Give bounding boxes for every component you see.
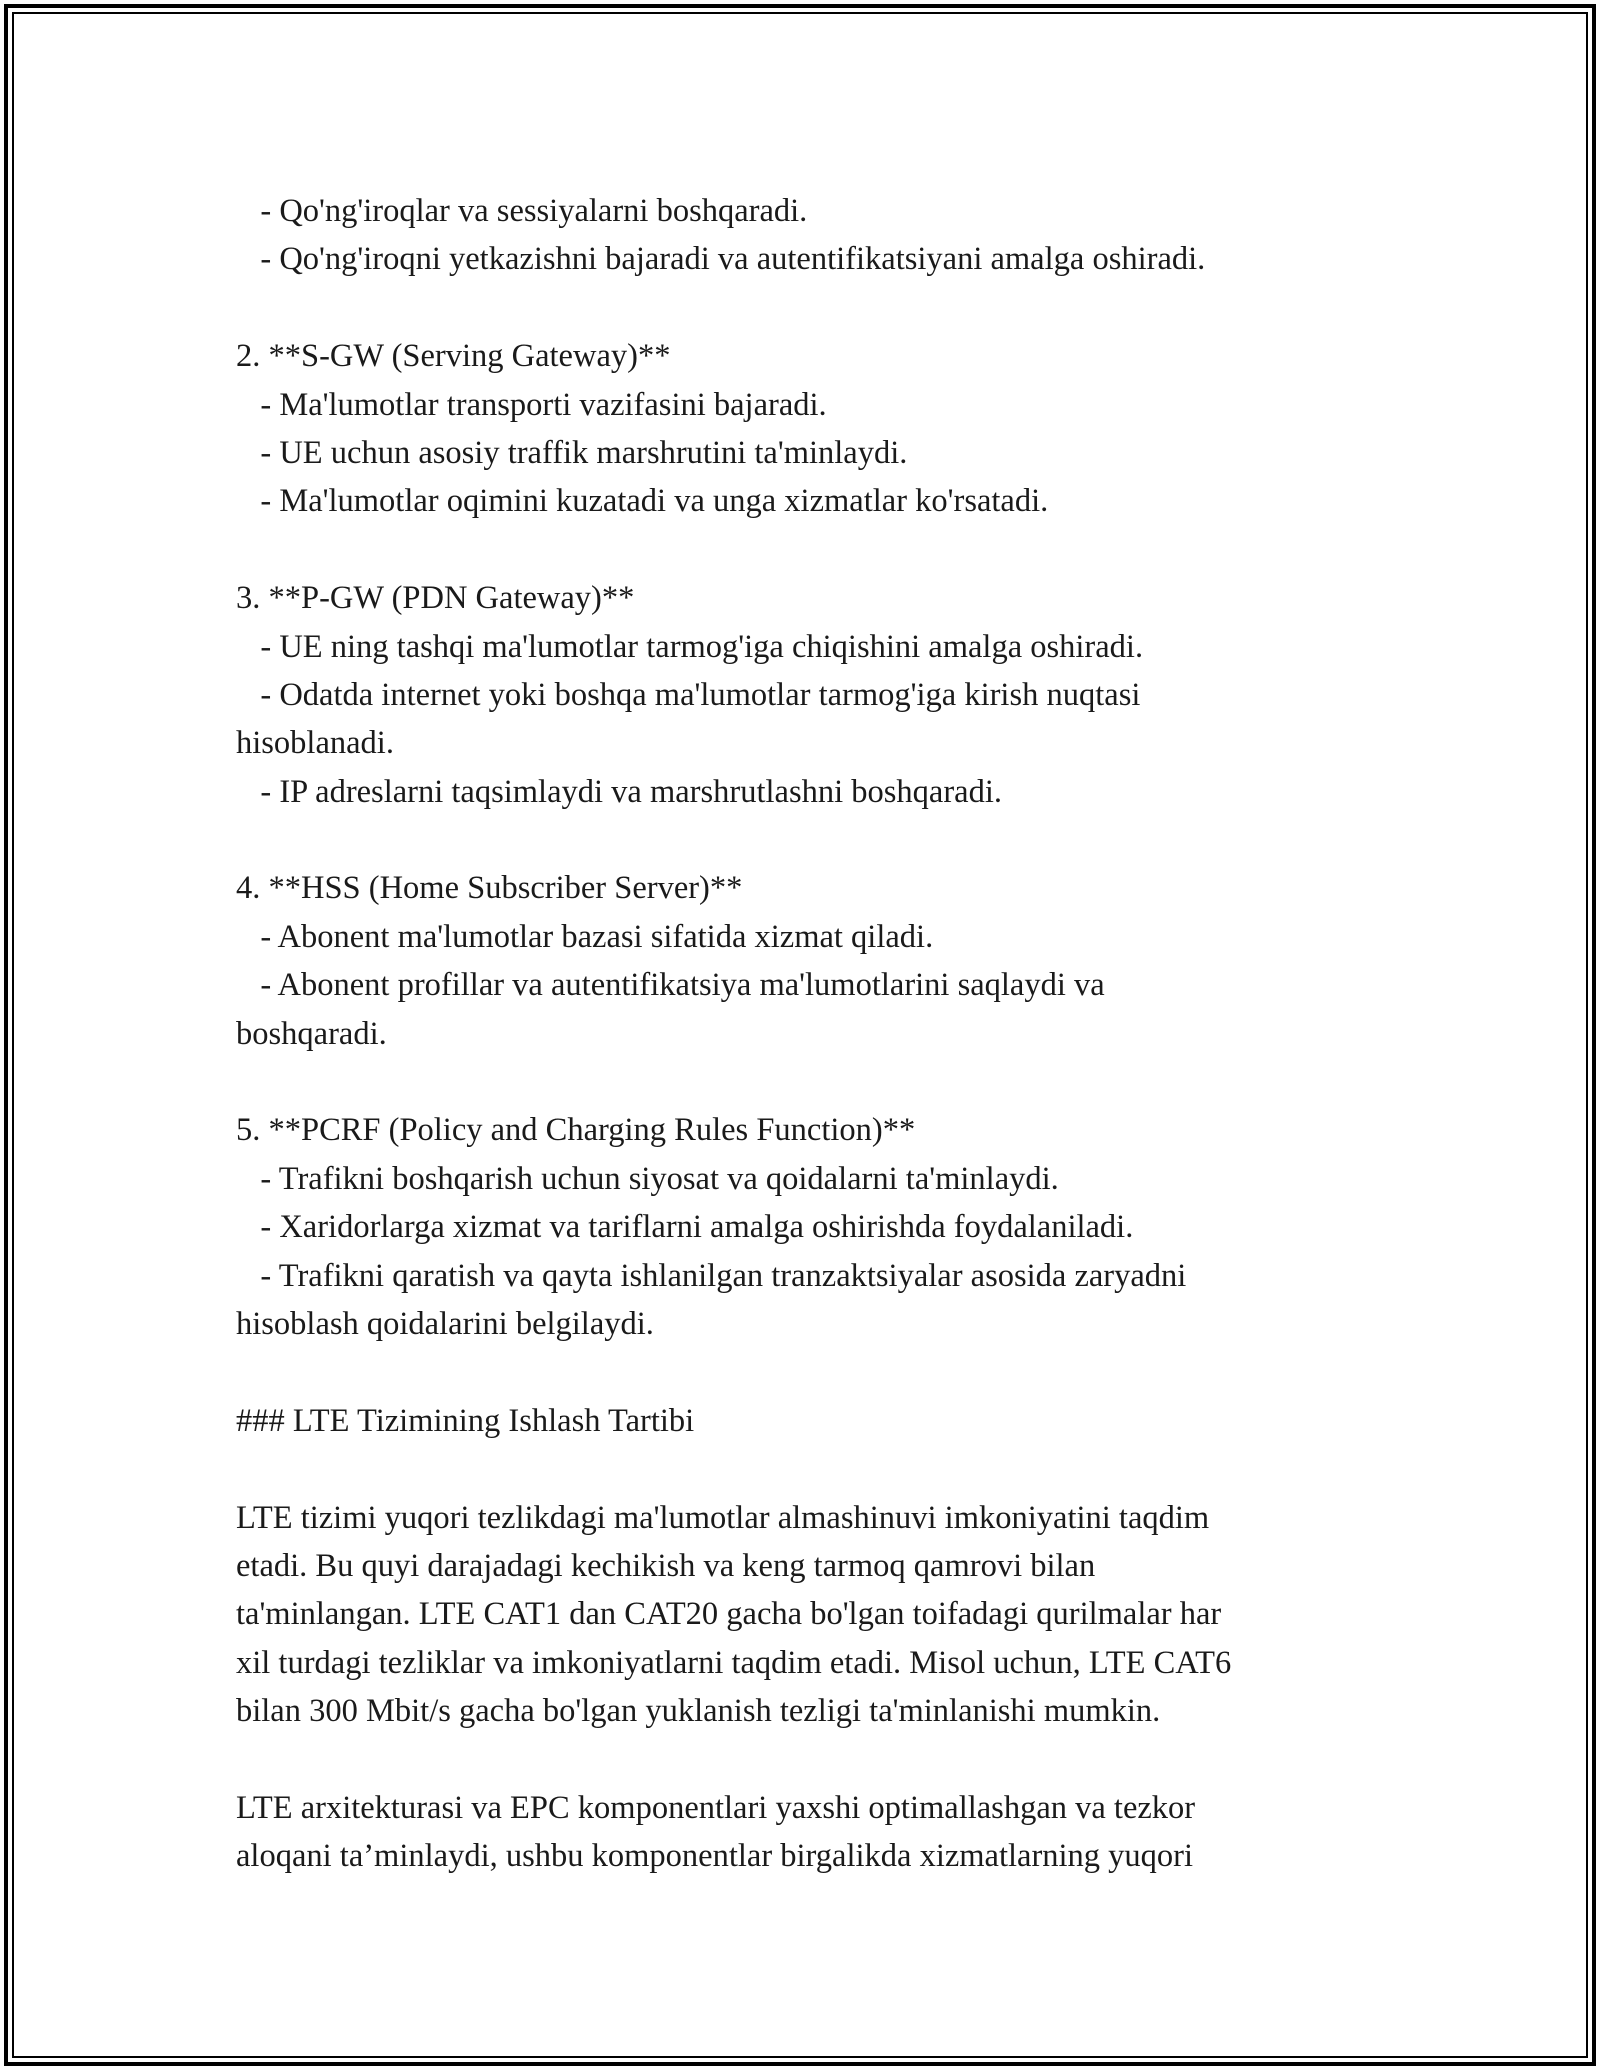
text-line: - Ma'lumotlar transporti vazifasini bajaradi. xyxy=(236,386,827,423)
text-line: 4. **HSS (Home Subscriber Server)** xyxy=(236,870,743,907)
blank-line xyxy=(236,526,1396,574)
blank-line xyxy=(236,1445,1396,1493)
blank-line xyxy=(236,816,1396,864)
text-line: ta'minlangan. LTE CAT1 dan CAT20 gacha bo'lgan toifadagi qurilmalar har xyxy=(236,1596,1222,1633)
text-line: - Abonent ma'lumotlar bazasi sifatida xizmat qiladi. xyxy=(236,918,934,955)
text-line: bilan 300 Mbit/s gacha bo'lgan yuklanish tezligi ta'minlanishi mumkin. xyxy=(236,1693,1161,1730)
blank-line xyxy=(236,1736,1396,1784)
text-line: - IP adreslarni taqsimlaydi va marshrutlashni boshqaradi. xyxy=(236,773,1002,810)
text-line: etadi. Bu quyi darajadagi kechikish va keng tarmoq qamrovi bilan xyxy=(236,1547,1096,1584)
text-line: boshqaradi. xyxy=(236,1015,387,1052)
document-body xyxy=(236,187,1396,1881)
text-line: xil turdagi tezliklar va imkoniyatlarni taqdim etadi. Misol uchun, LTE CAT6 xyxy=(236,1644,1232,1681)
blank-line xyxy=(236,284,1396,332)
text-line: - Ma'lumotlar oqimini kuzatadi va unga xizmatlar ko'rsatadi. xyxy=(236,483,1049,520)
text-line: - UE ning tashqi ma'lumotlar tarmog'iga chiqishini amalga oshiradi. xyxy=(236,628,1144,665)
text-line: aloqani ta’minlaydi, ushbu komponentlar birgalikda xizmatlarning yuqori xyxy=(236,1838,1194,1875)
text-line: - Qo'ng'iroqni yetkazishni bajaradi va autentifikatsiyani amalga oshiradi. xyxy=(236,241,1206,278)
text-line: - UE uchun asosiy traffik marshrutini ta'minlaydi. xyxy=(236,434,908,471)
text-line: hisoblash qoidalarini belgilaydi. xyxy=(236,1305,654,1342)
text-line: - Qo'ng'iroqlar va sessiyalarni boshqaradi. xyxy=(236,193,808,229)
blank-line xyxy=(236,1348,1396,1396)
text-line: - Odatda internet yoki boshqa ma'lumotlar tarmog'iga kirish nuqtasi xyxy=(236,676,1141,713)
text-line: - Trafikni boshqarish uchun siyosat va qoidalarni ta'minlaydi. xyxy=(236,1160,1059,1197)
blank-line xyxy=(236,1058,1396,1106)
text-line: - Abonent profillar va autentifikatsiya ma'lumotlarini saqlaydi va xyxy=(236,967,1105,1004)
text-line: 3. **P-GW (PDN Gateway)** xyxy=(236,580,635,617)
text-line: hisoblanadi. xyxy=(236,725,394,762)
text-line: LTE arxitekturasi va EPC komponentlari yaxshi optimallashgan va tezkor xyxy=(236,1789,1196,1826)
text-line: 2. **S-GW (Serving Gateway)** xyxy=(236,338,671,375)
text-line: - Trafikni qaratish va qayta ishlanilgan tranzaktsiyalar asosida zaryadni xyxy=(236,1257,1187,1294)
text-line: 5. **PCRF (Policy and Charging Rules Function)** xyxy=(236,1112,916,1149)
text-line: LTE tizimi yuqori tezlikdagi ma'lumotlar almashinuvi imkoniyatini taqdim xyxy=(236,1499,1210,1536)
text-line: - Xaridorlarga xizmat va tariflarni amalga oshirishda foydalaniladi. xyxy=(236,1209,1134,1246)
text-line: ### LTE Tizimining Ishlash Tartibi xyxy=(236,1402,695,1439)
